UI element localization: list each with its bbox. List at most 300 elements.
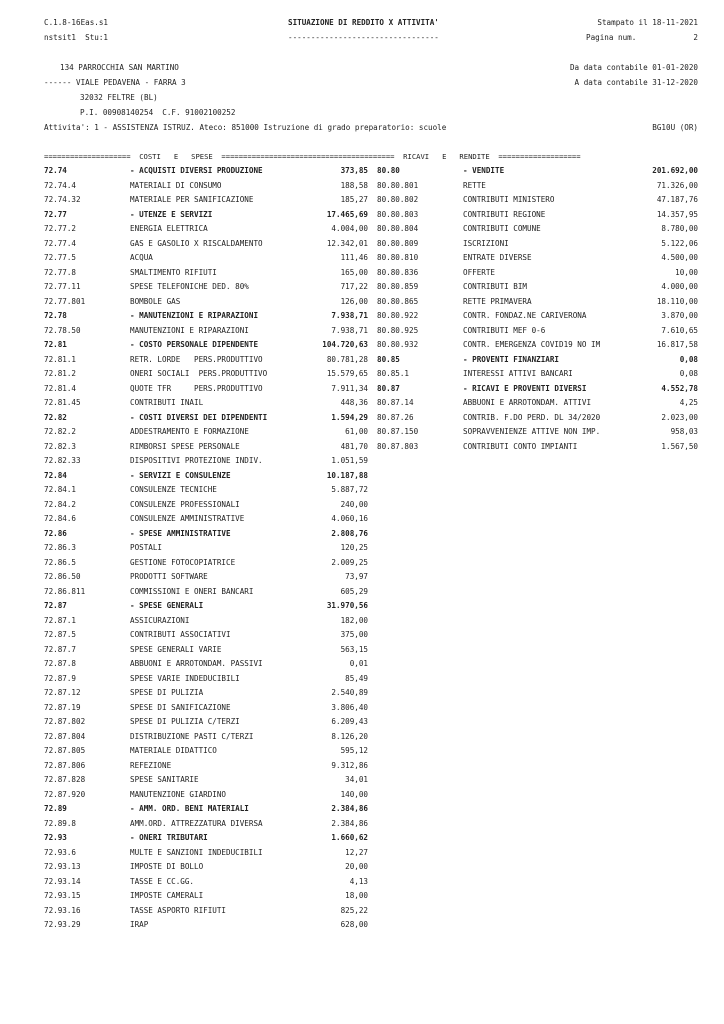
account-description: ENTRATE DIVERSE — [463, 253, 532, 262]
cost-row — [44, 340, 368, 355]
cost-row — [44, 485, 368, 500]
account-description: ENERGIA ELETTRICA — [130, 224, 208, 233]
account-code: 72.77.4 — [44, 238, 77, 248]
account-description: - ONERI TRIBUTARI — [130, 833, 208, 842]
cost-row — [44, 659, 368, 674]
account-code: 72.77.801 — [44, 296, 86, 306]
account-description: SPESE VARIE INDEDUCIBILI — [130, 673, 240, 683]
account-code: 72.87.828 — [44, 775, 86, 784]
account-description: SOPRAVVENIENZE ATTIVE NON IMP. — [463, 427, 601, 436]
account-description: DISPOSITIVI PROTEZIONE INDIV. — [130, 456, 263, 465]
entity-address: ------ VIALE PEDAVENA - FARRA 3 — [44, 78, 186, 87]
cost-row — [44, 674, 368, 689]
account-description: - SERVIZI E CONSULENZE — [130, 470, 231, 480]
account-amount: 0,01 — [349, 659, 368, 668]
account-code: 72.89 — [44, 804, 67, 813]
account-description: CONTRIBUTI COMUNE — [463, 224, 541, 233]
account-code: 72.87.920 — [44, 789, 86, 799]
account-code: 72.82 — [44, 412, 67, 422]
revenue-row — [377, 427, 698, 442]
account-code: 72.81.1 — [44, 354, 77, 364]
cost-row — [44, 790, 368, 805]
page-number: 2 — [693, 33, 698, 42]
account-amount: 4.500,00 — [661, 253, 698, 262]
account-description: MATERIALE PER SANIFICAZIONE — [130, 195, 254, 204]
account-description: ONERI SOCIALI PERS.PRODUTTIVO — [130, 369, 268, 378]
account-description: ABBUONI E ARROTONDAM. ATTIVI — [463, 398, 592, 407]
account-code: 72.77.5 — [44, 253, 77, 262]
account-description: BOMBOLE GAS — [130, 296, 181, 306]
cost-row — [44, 732, 368, 747]
account-description: RETR. LORDE PERS.PRODUTTIVO — [130, 354, 263, 364]
account-description: CONTRIB. F.DO PERD. DL 34/2020 — [463, 412, 601, 422]
account-amount: 481,70 — [340, 441, 368, 451]
account-amount: 240,00 — [340, 499, 368, 509]
account-description: IMPOSTE DI BOLLO — [130, 862, 204, 871]
account-amount: 628,00 — [340, 920, 368, 929]
account-code: 80.80.859 — [377, 282, 419, 291]
account-description: MATERIALI DI CONSUMO — [130, 180, 222, 190]
printed-date: Stampato il 18-11-2021 — [597, 18, 698, 27]
account-code: 72.74.4 — [44, 180, 77, 190]
account-amount: 10.187,88 — [326, 470, 368, 480]
cost-row — [44, 282, 368, 297]
costs-table — [44, 166, 368, 935]
account-amount: 15.579,65 — [326, 369, 368, 378]
cost-row — [44, 833, 368, 848]
account-code: 72.87.5 — [44, 630, 77, 639]
account-amount: 18,00 — [345, 891, 368, 900]
account-description: - COSTI DIVERSI DEI DIPENDENTI — [130, 412, 268, 422]
revenue-row — [377, 355, 698, 370]
account-description: AMM.ORD. ATTREZZATURA DIVERSA — [130, 818, 263, 828]
account-amount: 7.911,34 — [331, 383, 368, 393]
account-code: 80.87.14 — [377, 398, 414, 407]
revenue-row — [377, 239, 698, 254]
account-amount: 595,12 — [340, 746, 368, 755]
account-amount: 140,00 — [340, 789, 368, 799]
account-code: 72.84.6 — [44, 514, 77, 523]
account-code: 72.82.2 — [44, 427, 77, 436]
cost-row — [44, 514, 368, 529]
account-description: - UTENZE E SERVIZI — [130, 209, 213, 219]
account-amount: 104.720,63 — [322, 340, 368, 349]
cost-row — [44, 166, 368, 181]
account-code: 80.80.932 — [377, 340, 419, 349]
cost-row — [44, 688, 368, 703]
revenue-row — [377, 224, 698, 239]
cost-row — [44, 616, 368, 631]
account-code: 72.77.8 — [44, 267, 77, 277]
account-code: 72.84.1 — [44, 485, 77, 494]
account-amount: 605,29 — [340, 586, 368, 596]
revenue-row — [377, 413, 698, 428]
cost-row — [44, 775, 368, 790]
revenue-row — [377, 282, 698, 297]
account-amount: 2.540,89 — [331, 688, 368, 697]
account-description: - SPESE AMMINISTRATIVE — [130, 528, 231, 538]
account-amount: 17.465,69 — [326, 209, 368, 219]
account-description: - MANUTENZIONI E RIPARAZIONI — [130, 311, 259, 320]
account-amount: 18.110,00 — [656, 296, 698, 306]
account-description: SPESE GENERALI VARIE — [130, 644, 222, 654]
account-description: REFEZIONE — [130, 760, 172, 770]
revenue-row — [377, 253, 698, 268]
entity-tax-ids: P.I. 00908140254 C.F. 91002100252 — [80, 108, 236, 117]
revenue-row — [377, 181, 698, 196]
account-description: ASSICURAZIONI — [130, 615, 190, 625]
account-description: - COSTO PERSONALE DIPENDENTE — [130, 340, 259, 349]
account-code: 72.77.11 — [44, 282, 81, 291]
account-code: 72.87.806 — [44, 760, 86, 770]
account-description: ADDESTRAMENTO E FORMAZIONE — [130, 427, 249, 436]
account-code: 80.80.865 — [377, 296, 419, 306]
cost-row — [44, 601, 368, 616]
cost-row — [44, 587, 368, 602]
account-description: INTERESSI ATTIVI BANCARI — [463, 369, 573, 378]
account-amount: 3.870,00 — [661, 311, 698, 320]
cost-row — [44, 427, 368, 442]
account-description: CONSULENZE TECNICHE — [130, 485, 217, 494]
cost-row — [44, 862, 368, 877]
account-description: GAS E GASOLIO X RISCALDAMENTO — [130, 238, 263, 248]
revenues-table — [377, 166, 698, 456]
account-description: CONSULENZE PROFESSIONALI — [130, 499, 240, 509]
cost-row — [44, 311, 368, 326]
account-amount: 4.000,00 — [661, 282, 698, 291]
account-amount: 1.051,59 — [331, 456, 368, 465]
account-code: 72.77.2 — [44, 224, 77, 233]
account-code: 72.82.33 — [44, 456, 81, 465]
account-code: 80.80.801 — [377, 180, 419, 190]
user-station: nstsit1 Stu:1 — [44, 33, 109, 42]
revenue-row — [377, 311, 698, 326]
account-amount: 2.023,00 — [661, 412, 698, 422]
account-amount: 16.817,58 — [656, 340, 698, 349]
to-date: A data contabile 31-12-2020 — [574, 78, 698, 87]
account-description: ISCRIZIONI — [463, 238, 509, 248]
account-description: DISTRIBUZIONE PASTI C/TERZI — [130, 731, 254, 741]
account-description: GESTIONE FOTOCOPIATRICE — [130, 557, 236, 567]
cost-row — [44, 326, 368, 341]
account-description: TASSE ASPORTO RIFIUTI — [130, 905, 227, 915]
account-code: 80.80.836 — [377, 267, 419, 277]
account-amount: 4,13 — [349, 876, 368, 886]
account-code: 72.93.16 — [44, 905, 81, 915]
revenue-row — [377, 340, 698, 355]
account-code: 72.74 — [44, 166, 67, 175]
account-amount: 4,25 — [679, 398, 698, 407]
cost-row — [44, 543, 368, 558]
account-code: 72.89.8 — [44, 818, 77, 828]
account-description: - ACQUISTI DIVERSI PRODUZIONE — [130, 166, 263, 175]
cost-row — [44, 848, 368, 863]
cost-row — [44, 804, 368, 819]
account-description: CONSULENZE AMMINISTRATIVE — [130, 514, 245, 523]
account-description: CONTRIBUTI CONTO IMPIANTI — [463, 441, 578, 451]
account-code: 72.77 — [44, 209, 67, 219]
account-description: POSTALI — [130, 543, 163, 552]
revenue-row — [377, 166, 698, 181]
account-code: 80.85 — [377, 354, 400, 364]
account-code: 72.87.805 — [44, 746, 86, 755]
account-amount: 71.326,00 — [656, 180, 698, 190]
account-amount: 7.938,71 — [331, 325, 368, 335]
account-code: 72.74.32 — [44, 195, 81, 204]
account-amount: 3.806,40 — [331, 702, 368, 712]
cost-row — [44, 398, 368, 413]
cost-row — [44, 572, 368, 587]
cost-row — [44, 355, 368, 370]
account-amount: 7.610,65 — [661, 325, 698, 335]
cost-row — [44, 906, 368, 921]
account-description: SPESE TELEFONICHE DED. 80% — [130, 282, 249, 291]
account-amount: 8.126,20 — [331, 731, 368, 741]
account-code: 72.87.9 — [44, 673, 77, 683]
account-amount: 31.970,56 — [326, 601, 368, 610]
cost-row — [44, 442, 368, 457]
account-amount: 12,27 — [345, 847, 368, 857]
account-amount: 111,46 — [340, 253, 368, 262]
account-description: - RICAVI E PROVENTI DIVERSI — [463, 383, 587, 393]
cost-row — [44, 703, 368, 718]
account-code: 80.87.803 — [377, 441, 419, 451]
account-amount: 9.312,86 — [331, 760, 368, 770]
report-code: C.1.8-16Eas.s1 — [44, 18, 109, 27]
account-description: RETTE — [463, 180, 486, 190]
account-amount: 2.808,76 — [331, 528, 368, 538]
cost-row — [44, 369, 368, 384]
account-amount: 375,00 — [340, 630, 368, 639]
entity-city: 32032 FELTRE (BL) — [80, 93, 158, 102]
revenue-row — [377, 326, 698, 341]
account-description: ABBUONI E ARROTONDAM. PASSIVI — [130, 659, 263, 668]
account-amount: 717,22 — [340, 282, 368, 291]
cost-row — [44, 210, 368, 225]
account-code: 72.87.802 — [44, 717, 86, 726]
account-code: 72.87.7 — [44, 644, 77, 654]
revenue-row — [377, 297, 698, 312]
account-description: SPESE SANITARIE — [130, 775, 199, 784]
account-description: CONTR. FONDAZ.NE CARIVERONA — [463, 311, 587, 320]
account-code: 72.81 — [44, 340, 67, 349]
account-description: MANUTENZIONE GIARDINO — [130, 789, 227, 799]
cost-row — [44, 746, 368, 761]
account-amount: 563,15 — [340, 644, 368, 654]
cost-row — [44, 717, 368, 732]
account-code: 72.78 — [44, 311, 67, 320]
revenue-row — [377, 369, 698, 384]
account-code: 80.80.802 — [377, 195, 419, 204]
account-code: 72.93.29 — [44, 920, 81, 929]
cost-row — [44, 877, 368, 892]
account-amount: 14.357,95 — [656, 209, 698, 219]
account-code: 72.82.3 — [44, 441, 77, 451]
account-amount: 4.060,16 — [331, 514, 368, 523]
account-amount: 0,08 — [679, 354, 698, 364]
account-description: CONTRIBUTI REGIONE — [463, 209, 546, 219]
account-amount: 5.887,72 — [331, 485, 368, 494]
account-description: CONTRIBUTI ASSOCIATIVI — [130, 630, 231, 639]
account-amount: 12.342,01 — [326, 238, 368, 248]
account-amount: 2.009,25 — [331, 557, 368, 567]
account-description: CONTRIBUTI INAIL — [130, 398, 204, 407]
account-code: 80.80.804 — [377, 224, 419, 233]
account-amount: 80.781,28 — [326, 354, 368, 364]
account-code: 72.84 — [44, 470, 67, 480]
account-description: - SPESE GENERALI — [130, 601, 204, 610]
account-description: ACQUA — [130, 253, 153, 262]
cost-row — [44, 224, 368, 239]
account-amount: 182,00 — [340, 615, 368, 625]
account-code: 80.87 — [377, 383, 400, 393]
cost-row — [44, 253, 368, 268]
account-description: MANUTENZIONI E RIPARAZIONI — [130, 325, 249, 335]
account-amount: 1.567,50 — [661, 441, 698, 451]
account-amount: 825,22 — [340, 905, 368, 915]
account-amount: 120,25 — [340, 543, 368, 552]
account-code: 72.86.50 — [44, 572, 81, 581]
revenue-row — [377, 195, 698, 210]
account-amount: 73,97 — [345, 572, 368, 581]
entity-name: 134 PARROCCHIA SAN MARTINO — [60, 63, 179, 72]
title-underline: --------------------------------- — [288, 33, 439, 42]
account-amount: 165,00 — [340, 267, 368, 277]
account-description: IRAP — [130, 920, 149, 929]
account-code: 72.86.811 — [44, 586, 86, 596]
cost-row — [44, 920, 368, 935]
account-code: 72.81.2 — [44, 369, 77, 378]
account-description: SPESE DI PULIZIA C/TERZI — [130, 717, 240, 726]
account-code: 72.87.12 — [44, 688, 81, 697]
account-code: 72.93.14 — [44, 876, 81, 886]
account-code: 72.81.45 — [44, 398, 81, 407]
account-amount: 4.552,78 — [661, 383, 698, 393]
activity-description: Attivita': 1 - ASSISTENZA ISTRUZ. Ateco: 851000 Istruzione di grado preparatorio: scuole — [44, 123, 447, 132]
account-amount: 5.122,06 — [661, 238, 698, 248]
account-description: MATERIALE DIDATTICO — [130, 746, 217, 755]
cost-row — [44, 297, 368, 312]
revenue-row — [377, 384, 698, 399]
account-description: PRODOTTI SOFTWARE — [130, 572, 208, 581]
account-code: 72.84.2 — [44, 499, 77, 509]
account-code: 72.86 — [44, 528, 67, 538]
account-amount: 0,08 — [679, 369, 698, 378]
revenue-row — [377, 210, 698, 225]
report-title: SITUAZIONE DI REDDITO X ATTIVITA' — [288, 18, 439, 27]
cost-row — [44, 471, 368, 486]
account-amount: 47.187,76 — [656, 195, 698, 204]
cost-row — [44, 500, 368, 515]
cost-row — [44, 384, 368, 399]
account-code: 72.78.50 — [44, 325, 81, 335]
cost-row — [44, 645, 368, 660]
account-amount: 185,27 — [340, 195, 368, 204]
account-amount: 61,00 — [345, 427, 368, 436]
from-date: Da data contabile 01-01-2020 — [569, 63, 698, 72]
account-code: 80.80.922 — [377, 311, 419, 320]
account-code: 72.93.13 — [44, 862, 81, 871]
account-description: CONTR. EMERGENZA COVID19 NO IM — [463, 340, 601, 349]
account-description: - AMM. ORD. BENI MATERIALI — [130, 804, 249, 813]
cost-row — [44, 268, 368, 283]
account-code: 72.86.5 — [44, 557, 77, 567]
account-description: CONTRIBUTI BIM — [463, 282, 528, 291]
cost-row — [44, 891, 368, 906]
cost-row — [44, 239, 368, 254]
account-code: 72.87.804 — [44, 731, 86, 741]
account-amount: 85,49 — [345, 673, 368, 683]
account-amount: 2.384,86 — [331, 804, 368, 813]
account-description: COMMISSIONI E ONERI BANCARI — [130, 586, 254, 596]
account-description: QUOTE TFR PERS.PRODUTTIVO — [130, 383, 263, 393]
cost-row — [44, 195, 368, 210]
account-description: IMPOSTE CAMERALI — [130, 891, 204, 900]
account-description: SMALTIMENTO RIFIUTI — [130, 267, 217, 277]
account-description: - VENDITE — [463, 166, 505, 175]
account-description: CONTRIBUTI MINISTERO — [463, 195, 555, 204]
account-description: OFFERTE — [463, 267, 496, 277]
account-amount: 448,36 — [340, 398, 368, 407]
cost-row — [44, 181, 368, 196]
account-code: 80.80.803 — [377, 209, 419, 219]
revenue-row — [377, 398, 698, 413]
account-code: 72.93.15 — [44, 891, 81, 900]
account-amount: 7.938,71 — [331, 311, 368, 320]
account-amount: 126,00 — [340, 296, 368, 306]
account-amount: 4.004,00 — [331, 224, 368, 233]
account-code: 72.87 — [44, 601, 67, 610]
account-amount: 958,03 — [670, 427, 698, 436]
account-code: 80.80 — [377, 166, 400, 175]
account-code: 72.87.1 — [44, 615, 77, 625]
cost-row — [44, 529, 368, 544]
account-code: 80.87.150 — [377, 427, 419, 436]
cost-row — [44, 558, 368, 573]
account-amount: 373,85 — [340, 166, 368, 175]
account-description: - PROVENTI FINANZIARI — [463, 354, 560, 364]
account-amount: 1.594,29 — [331, 412, 368, 422]
account-code: 72.86.3 — [44, 543, 77, 552]
account-code: 80.80.810 — [377, 253, 419, 262]
account-code: 72.93.6 — [44, 847, 77, 857]
page-label: Pagina num. — [586, 33, 637, 42]
account-description: MULTE E SANZIONI INDEDUCIBILI — [130, 847, 263, 857]
account-description: RETTE PRIMAVERA — [463, 296, 532, 306]
account-code: 80.87.26 — [377, 412, 414, 422]
account-amount: 20,00 — [345, 862, 368, 871]
account-code: 72.81.4 — [44, 383, 77, 393]
cost-row — [44, 630, 368, 645]
cost-row — [44, 456, 368, 471]
cost-row — [44, 761, 368, 776]
cost-row — [44, 819, 368, 834]
account-code: 72.87.8 — [44, 659, 77, 668]
account-description: SPESE DI SANIFICAZIONE — [130, 702, 231, 712]
account-description: CONTRIBUTI MEF 0-6 — [463, 325, 546, 335]
revenue-row — [377, 268, 698, 283]
account-amount: 201.692,00 — [652, 166, 698, 175]
account-description: SPESE DI PULIZIA — [130, 688, 204, 697]
account-code: 80.80.809 — [377, 238, 419, 248]
account-amount: 8.780,00 — [661, 224, 698, 233]
account-code: 72.93 — [44, 833, 67, 842]
account-description: RIMBORSI SPESE PERSONALE — [130, 441, 240, 451]
activity-code: BG10U (OR) — [652, 123, 698, 132]
account-amount: 1.660,62 — [331, 833, 368, 842]
account-code: 80.80.925 — [377, 325, 419, 335]
account-code: 72.87.19 — [44, 702, 81, 712]
